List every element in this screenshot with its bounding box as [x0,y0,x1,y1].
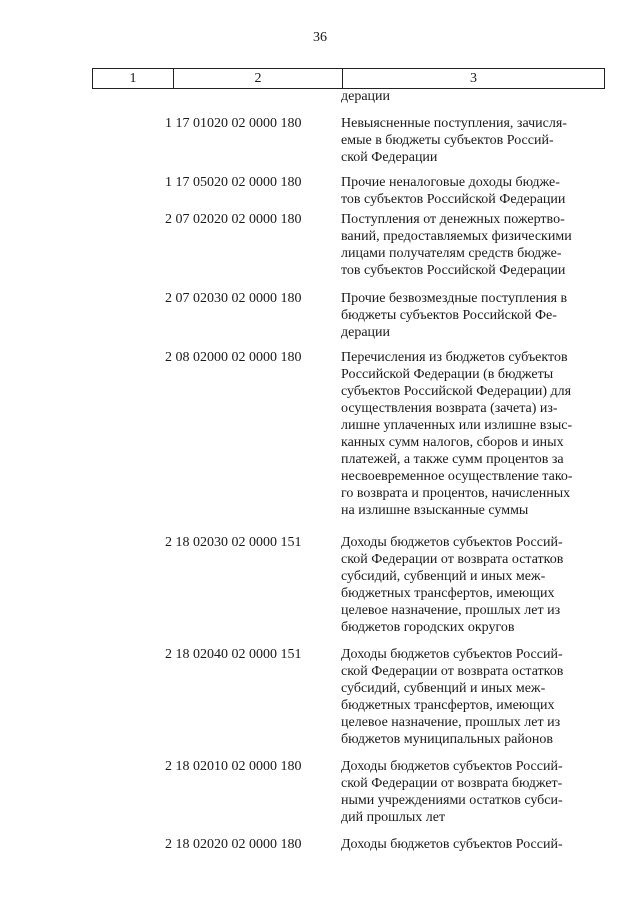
row-description: Поступления от денежных пожертво- ваний, предоставляемых физическими лицами получателям средств бюдже- тов субъектов Российской Федерации [341,212,572,278]
table-header [92,68,605,89]
row-description: Доходы бюджетов субъектов Россий- [341,837,563,852]
row-description: Доходы бюджетов субъектов Россий- ской Федерации от возврата остатков субсидий, субвенций и иных меж- бюджетных трансфертов, имеющих целевое назначение, прошлых лет из бюджетов муниципальных районов [341,647,564,747]
row-description: Невыясненные поступления, зачисля- емые в бюджеты субъектов Россий- ской Федерации [341,116,567,165]
row-code: 2 08 02000 02 0000 180 [165,350,302,365]
header-col-3: 3 [343,69,605,89]
row-code: 2 18 02040 02 0000 151 [165,647,302,662]
row-description: Прочие неналоговые доходы бюдже- тов субъектов Российской Федерации [341,175,566,207]
header-col-1: 1 [93,69,174,89]
row-code: 2 18 02020 02 0000 180 [165,837,302,852]
row-code: 2 18 02030 02 0000 151 [165,535,302,550]
continuation-text: дерации [341,89,391,104]
row-code: 2 07 02020 02 0000 180 [165,212,302,227]
row-description: Прочие безвозмездные поступления в бюджеты субъектов Российской Фе- дерации [341,291,568,340]
row-code: 2 07 02030 02 0000 180 [165,291,302,306]
row-code: 1 17 01020 02 0000 180 [165,116,302,131]
row-code: 1 17 05020 02 0000 180 [165,175,302,190]
page-number: 36 [313,30,327,45]
header-col-2: 2 [174,69,343,89]
row-description: Доходы бюджетов субъектов Россий- ской Федерации от возврата бюджет- ными учреждениями остатков субси- дий прошлых лет [341,759,563,825]
row-description: Перечисления из бюджетов субъектов Российской Федерации (в бюджеты субъектов Российской Федерации) для осуществления возврата (зачета) из- лишне уплаченных или излишне взыс- канных сумм налогов, сборов и иных платежей, а также сумм процентов за несвоевременное осуществление тако- го возврата и процентов, начисленных на излишне взысканные суммы [341,350,573,518]
row-description: Доходы бюджетов субъектов Россий- ской Федерации от возврата остатков субсидий, субвенций и иных меж- бюджетных трансфертов, имеющих целевое назначение, прошлых лет из бюджетов городских округов [341,535,564,635]
row-code: 2 18 02010 02 0000 180 [165,759,302,774]
